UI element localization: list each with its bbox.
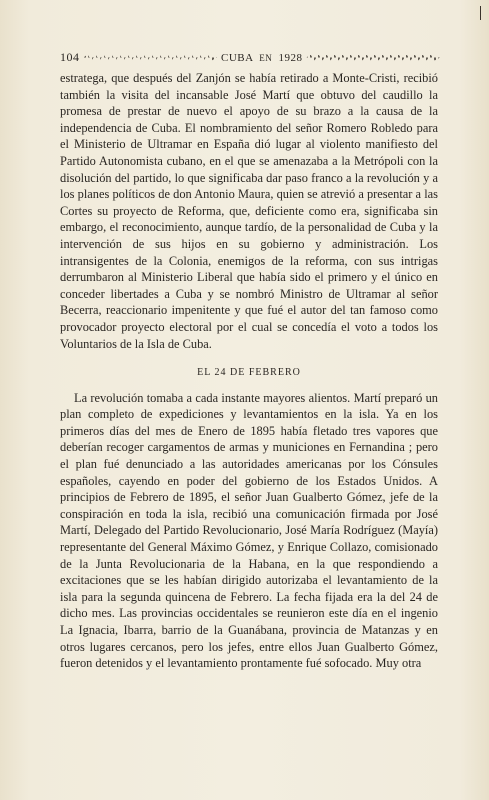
- section-heading: EL 24 DE FEBRERO: [197, 367, 301, 379]
- page-number: 104: [60, 50, 80, 64]
- running-title-en: EN: [259, 52, 273, 63]
- running-title-year: 1928: [278, 51, 303, 64]
- running-title: [221, 52, 302, 64]
- paragraph-section: La revolución tomaba a cada instante mayores alientos. Martí preparó un plan completo de expediciones y levantamientos en la isla. Ya en los primeros días del mes de Enero de 1895 había fletado tres vapores que deberían recoger cargamentos de armas y municiones en Fernandina ; pero el plan fué denunciado a las autoridades americanas por los Cónsules españoles, cayendo en poder del gobierno de los Estados Unidos. A principios de Febrero de 1895, el señor Juan Gualberto Gómez, jefe de la conspiración en toda la isla, recibió una comunicación firmada por José Martí, Delegado del Partido Revolucionario, José María Rodríguez (Mayía) representante del General Máximo Gómez, y Enrique Collazo, comisionado de la Junta Revolucionaria de la Habana, en la que respondiendo a excitaciones que se les habían dirigido autorizaba el levantamiento de la isla para la segunda quincena de Febrero. La fecha fijada era la del 24 de dicho mes. Las provincias occidentales se reunieron este día en el ingenio La Ignacia, Ibarra, barrio de la Guanábana, provincia de Matanzas y en otros lugares cercanos, pero los jefes, entre ellos Juan Gualberto Gómez, fueron detenidos y el levantamiento prontamente fué sofocado. Muy otra: [60, 390, 438, 671]
- paragraph-continuation: estrategа, que después del Zanjón se había retirado a Monte-Cristi, recibió también la visita del incansable José Martí que obtuvo del caudillo la promesa de prestar de nuevo el apoyo de su brazo a la causa de la independencia de Cuba. El nombramiento del señor Romero Robledo para el Ministerio de Ultramar en España dió lugar al violento manifiesto del Partido Autonomista cubano, en el que se amenazaba a la Metrópoli con la disolución del partido, lo que significaba dar paso franco a la revolución y a los planes políticos de don Antonio Maura, quien se atrevió a presentar a las Cortes su proyecto de Reforma, que, deficiente como era, significaba sin embargo, el reconocimiento, aunque tardío, de la personalidad de Cuba y la intervención de sus hijos en su gobierno y administración. Los intransigentes de la Colonia, enemigos de la reforma, con sus intrigas derrumbaron al Ministerio Liberal que había sido el primero y el único en conceder libertades a Cuba y se nombró Ministro de Ultramar al señor Becerra, reaccionario impenitente y que fué el autor del tan famoso como provocador proyecto electoral por el cual se concedía el voto a todos los Voluntarios de la Isla de Cuba.: [60, 71, 438, 351]
- page-body: [60, 70, 438, 672]
- running-title-main: CUBA: [221, 51, 253, 64]
- edge-mark: [480, 6, 481, 20]
- wavy-ornament-left: [84, 55, 218, 61]
- running-header: [60, 50, 440, 65]
- wavy-ornament-right: [306, 55, 440, 61]
